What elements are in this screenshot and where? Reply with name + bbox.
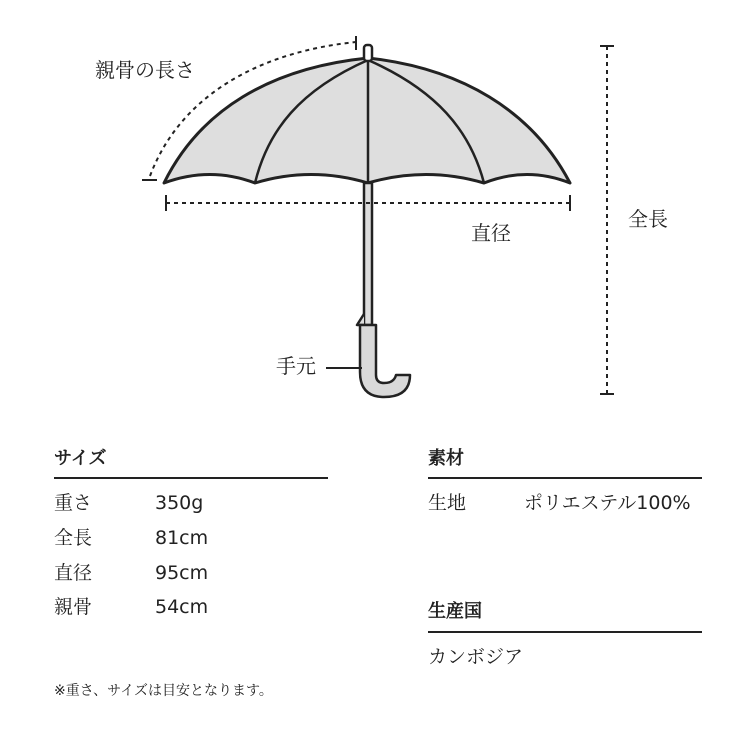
umbrella-handle xyxy=(360,325,410,397)
umbrella-shaft xyxy=(364,183,372,325)
size-row-label: 親骨 xyxy=(54,596,93,618)
size-disclaimer-note: ※重さ、サイズは目安となります。 xyxy=(54,683,273,699)
origin-section-title: 生産国 xyxy=(428,601,482,622)
size-row-value: 350g xyxy=(155,492,204,514)
size-row-value: 54cm xyxy=(155,596,209,618)
size-row-label: 全長 xyxy=(54,527,93,549)
size-section-divider xyxy=(54,477,328,479)
umbrella-tip xyxy=(364,45,372,61)
size-row-value: 81cm xyxy=(155,527,209,549)
umbrella-slider xyxy=(357,314,364,325)
rib-length-label: 親骨の長さ xyxy=(95,58,195,82)
handle-label: 手元 xyxy=(276,354,316,378)
origin-section-divider xyxy=(428,631,702,633)
size-row-label: 重さ xyxy=(54,492,93,514)
origin-value: カンボジア xyxy=(428,646,524,668)
diameter-label: 直径 xyxy=(471,221,511,245)
material-section-divider xyxy=(428,477,702,479)
material-section-title: 素材 xyxy=(428,448,464,469)
material-row-label: 生地 xyxy=(428,492,467,514)
size-row-value: 95cm xyxy=(155,562,209,584)
total-length-label: 全長 xyxy=(628,207,668,231)
size-section-title: サイズ xyxy=(54,448,107,469)
material-row-value: ポリエステル100% xyxy=(524,492,691,514)
size-row-label: 直径 xyxy=(54,562,93,584)
